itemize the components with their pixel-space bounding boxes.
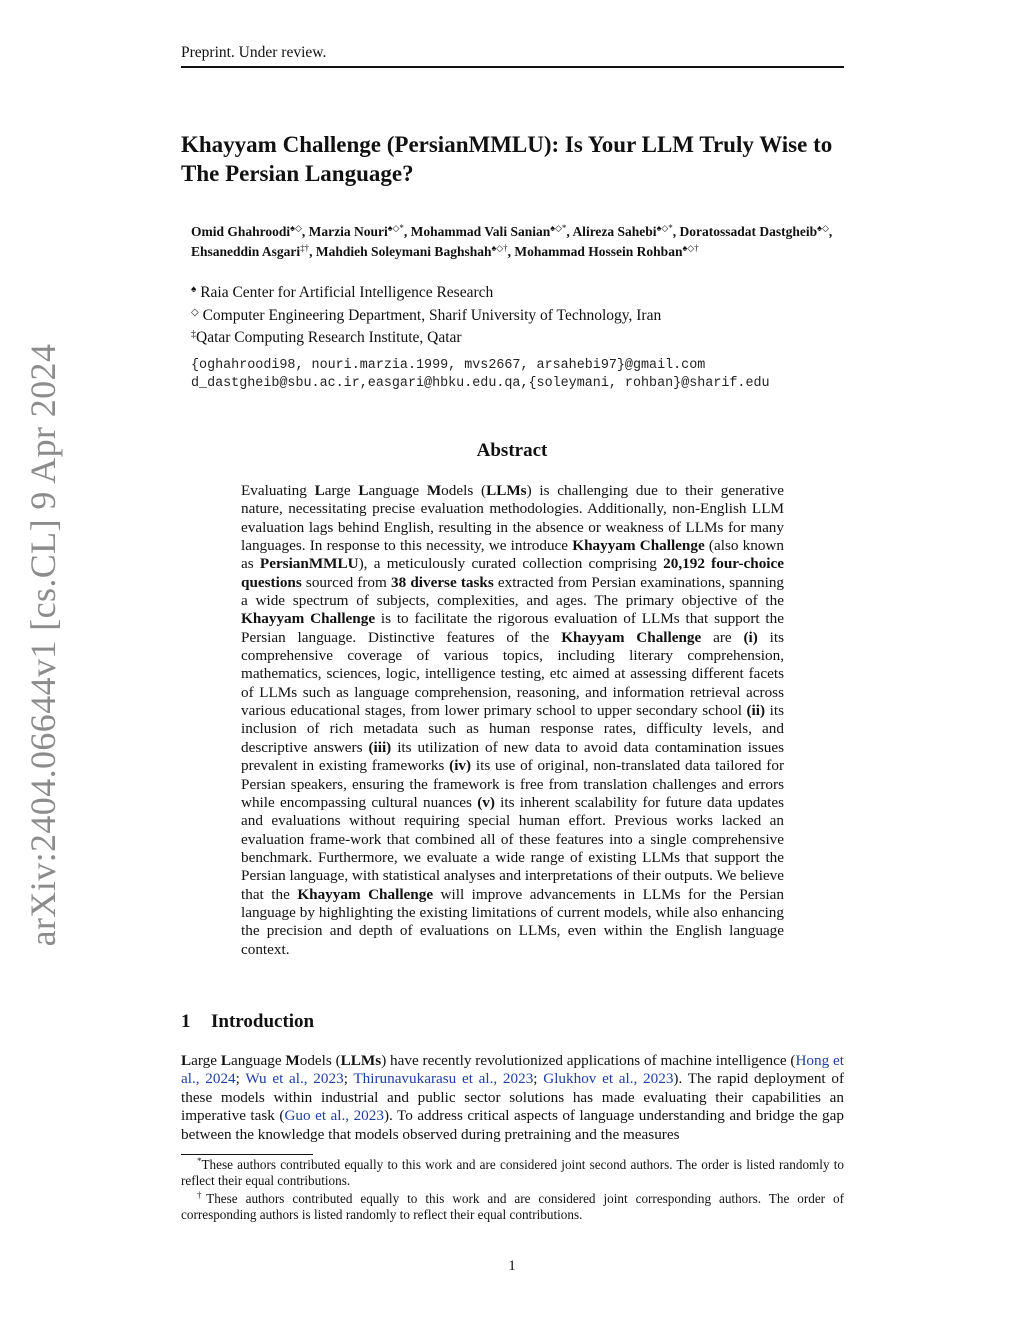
paper-title: Khayyam Challenge (PersianMMLU): Is Your LLM Truly Wise to The Persian Language? (181, 132, 833, 186)
email-line[interactable]: d_dastgheib@sbu.ac.ir,easgari@hbku.edu.qa,{soleymani, rohban}@sharif.edu (191, 376, 770, 391)
affiliation-symbol: ♠ (191, 284, 197, 295)
author-marks: ‡† (300, 242, 310, 253)
affiliation-item (191, 280, 841, 303)
introduction-paragraph: Large Language Models (LLMs) have recently revolutionized applications of machine intelligence (Hong et al., 2024; Wu et al., 2023; Thirunavukarasu et al., 2023; Glukhov et al., 2023). The rapid deployment of these models within industrial and public sector solutions has made evaluating their capabilities an imperative task (Guo et al., 2023). To address critical aspects of language understanding and bridge the gap between the knowledge that models observed during pretraining and the measures (181, 1052, 845, 1143)
footnote-mark: * (197, 1156, 202, 1166)
author-name: Ehsaneddin Asgari (191, 243, 301, 259)
abstract-body: Evaluating Large Language Models (LLMs) is challenging due to their generative nature, necessitating precise evaluation methodologies. Additionally, non-English LLM evaluation lags behind English, resulting in the absence or weakness of LLMs for many languages. In response to this necessity, we introduce Khayyam Challenge (also known as PersianMMLU), a meticulously curated collection comprising 20,192 four-choice questions sourced from 38 diverse tasks extracted from Persian examinations, spanning a wide spectrum of subjects, complexities, and ages. The primary objective of the Khayyam Challenge is to facilitate the rigorous evaluation of LLMs that support the Persian language. Distinctive features of the Khayyam Challenge are (i) its comprehensive coverage of various topics, including literary comprehension, mathematics, sciences, logic, intelligence testing, etc aimed at assessing different facets of LLMs such as language comprehension, reasoning, and information retrieval across various educational stages, from lower primary school to upper secondary school (ii) its inclusion of rich metadata such as human response rates, difficulty levels, and descriptive answers (iii) its utilization of new data to avoid data contamination issues prevalent in existing frameworks (iv) its use of original, non-translated data tailored for Persian speakers, ensuring the framework is free from translation challenges and errors while encompassing cultural nuances (v) its inherent scalability for future data updates and evaluations without requiring special human effort. Previous works lacked an evaluation frame-work that combined all of these features into a single comprehensive benchmark. Furthermore, we evaluate a wide range of existing LLMs that support the Persian language, with statistical analyses and interpretations of their outputs. We believe that the Khayyam Challenge will improve advancements in LLMs for the Persian language by highlighting the existing limitations of current models, while also enhancing the precision and depth of evaluations on LLMs, even within the English language context. (241, 482, 785, 958)
email-line[interactable]: {oghahroodi98, nouri.marzia.1999, mvs2667, arsahebi97}@gmail.com (191, 358, 706, 373)
affiliation-item (191, 303, 841, 326)
footnote-mark: † (197, 1190, 207, 1200)
affiliation-text: Qatar Computing Research Institute, Qatar (196, 329, 462, 346)
email-list (191, 357, 891, 393)
author-name: Mohammad Vali Sanian (410, 224, 551, 239)
affiliation-symbol: ◇ (191, 306, 199, 318)
section-number: 1 (181, 1011, 191, 1032)
affiliation-item (191, 325, 841, 348)
author-name: Marzia Nouri (308, 224, 388, 239)
citation-link[interactable]: Thirunavukarasu et al., 2023 (353, 1070, 534, 1088)
author-name: Alireza Sahebi (572, 224, 657, 239)
section-title: Introduction (211, 1011, 315, 1032)
citation-link[interactable]: Guo et al., 2023 (284, 1107, 384, 1125)
author-list: Omid Ghahroodi♠◇, Marzia Nouri♠◇*, Mohammad Vali Sanian♠◇*, Alireza Sahebi♠◇*, Doratossadat Dastgheib♠◇, Ehsaneddin Asgari‡†, Mahdieh Soleymani Baghshah♠◇†, Mohammad Hossein Rohban♠◇† (191, 223, 833, 259)
author-marks: ♠◇* (550, 223, 567, 233)
affiliation-text: Computer Engineering Department, Sharif University of Technology, Iran (198, 306, 662, 324)
affiliation-symbol: ‡ (191, 329, 196, 340)
author-marks: ♠◇ (290, 223, 302, 233)
author-name: Omid Ghahroodi (191, 224, 291, 239)
footnote-rule (181, 1154, 313, 1155)
author-name: Mahdieh Soleymani Baghshah (315, 243, 492, 259)
affiliation-list (191, 280, 841, 348)
author-marks: ♠◇† (682, 242, 699, 253)
header-rule (181, 66, 844, 68)
page-number: 1 (508, 1258, 516, 1274)
affiliation-text: Raia Center for Artificial Intelligence Research (196, 284, 494, 301)
section-heading-introduction (181, 1011, 314, 1033)
question-count: 20,192 four-choice questions (241, 555, 784, 591)
task-count: 38 diverse tasks (390, 573, 494, 591)
footnotes (181, 1157, 844, 1225)
abstract-heading: Abstract (476, 440, 548, 461)
benchmark-name: Khayyam Challenge (572, 537, 705, 555)
author-marks: ♠◇* (387, 223, 404, 233)
citation-link[interactable]: Wu et al., 2023 (245, 1070, 344, 1088)
citation-link[interactable]: Hong et al., 2024 (181, 1052, 844, 1088)
footnote: †These authors contributed equally to this work and are considered joint corresponding authors. The order of corresponding authors is listed randomly to reflect their equal contributions. (181, 1190, 845, 1222)
author-marks: ♠◇ (817, 223, 829, 233)
author-marks: ♠◇† (491, 242, 508, 253)
author-name: Doratossadat Dastgheib (679, 224, 818, 239)
author-name: Mohammad Hossein Rohban (514, 243, 683, 259)
author-marks: ♠◇* (656, 223, 673, 233)
citation-link[interactable]: Glukhov et al., 2023 (543, 1070, 674, 1088)
benchmark-alias: PersianMMLU (259, 555, 359, 573)
running-header: Preprint. Under review. (181, 44, 327, 61)
arxiv-identifier-stamp: arXiv:2404.06644v1 [cs.CL] 9 Apr 2024 (23, 343, 63, 947)
footnote: *These authors contributed equally to this work and are considered joint second authors. The order is listed randomly to reflect their equal contributions. (181, 1156, 844, 1188)
